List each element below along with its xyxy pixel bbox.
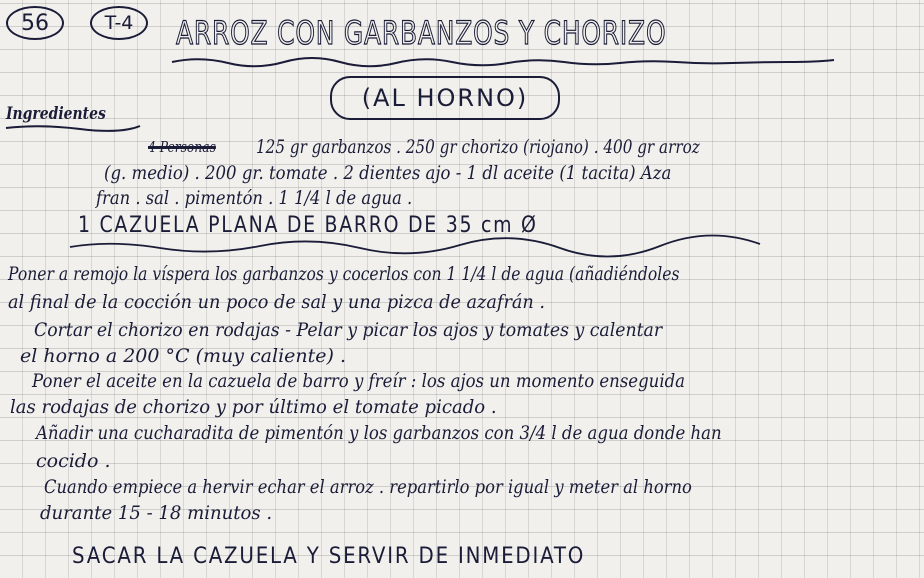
- recipe-title: ARROZ CON GARBANZOS Y CHORIZO: [176, 14, 667, 52]
- ingredient-line: (g. medio) . 200 gr. tomate . 2 dientes ajo - 1 dl aceite (1 tacita) Aza: [104, 162, 672, 184]
- step-line: el horno a 200 °C (muy caliente) .: [20, 345, 346, 367]
- servings-crossed-out: 4 Personas: [148, 138, 216, 156]
- vessel-underline: [70, 235, 760, 256]
- step-line: cocido .: [36, 450, 111, 472]
- ingredients-underline: [6, 126, 140, 131]
- vessel-line: 1 CAZUELA PLANA DE BARRO DE 35 cm Ø: [78, 213, 538, 238]
- final-step: SACAR LA CAZUELA Y SERVIR DE INMEDIATO: [72, 544, 586, 569]
- ingredient-line: 125 gr garbanzos . 250 gr chorizo (riojano) . 400 gr arroz: [256, 136, 700, 158]
- step-line: Poner el aceite en la cazuela de barro y freír : los ajos un momento enseguida: [32, 370, 686, 392]
- step-line: al final de la cocción un poco de sal y una pizca de azafrán .: [8, 291, 546, 313]
- recipe-number-text: 56: [21, 10, 49, 36]
- ingredient-line: fran . sal . pimentón . 1 1/4 l de agua .: [96, 187, 413, 209]
- recipe-subtitle: (AL HORNO): [361, 84, 529, 112]
- ingredients-heading: Ingredientes: [6, 104, 106, 124]
- recipe-reference-text: T-4: [104, 12, 134, 34]
- step-line: las rodajas de chorizo y por último el tomate picado .: [10, 396, 497, 418]
- step-line: Cuando empiece a hervir echar el arroz . repartirlo por igual y meter al horno: [44, 476, 692, 498]
- step-line: durante 15 - 18 minutos .: [40, 502, 273, 524]
- step-line: Cortar el chorizo en rodajas - Pelar y picar los ajos y tomates y calentar: [34, 319, 663, 341]
- step-line: Poner a remojo la víspera los garbanzos y cocerlos con 1 1/4 l de agua (añadiéndoles: [8, 263, 680, 285]
- title-underline: [172, 58, 834, 66]
- step-line: Añadir una cucharadita de pimentón y los garbanzos con 3/4 l de agua donde han: [36, 422, 722, 444]
